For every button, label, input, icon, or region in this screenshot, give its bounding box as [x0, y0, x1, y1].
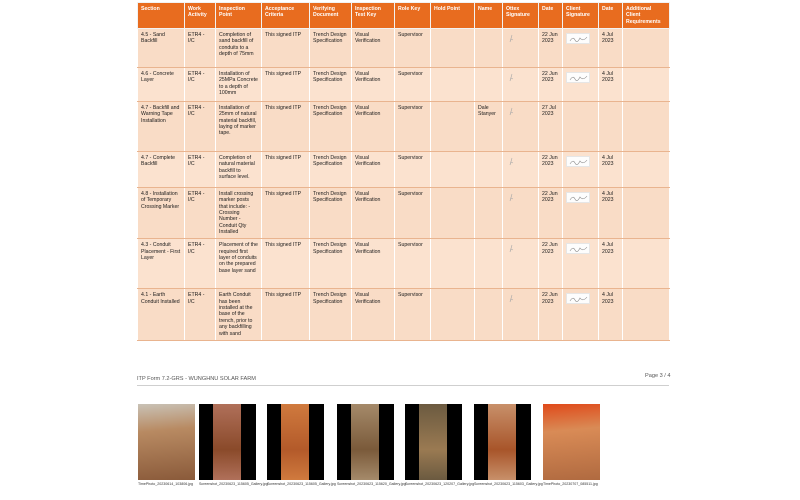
cell-activity: ETR4 - I/C: [185, 29, 216, 68]
table-header-row: [138, 3, 670, 29]
cell-role: Supervisor: [395, 68, 431, 102]
table-row: [138, 289, 670, 340]
photo-caption: Screenshot_20230623_120207_Gallery.jpg: [405, 482, 475, 486]
signature-mark: [506, 107, 516, 117]
column-header: Date: [599, 3, 623, 29]
cell-key: Visual Verification: [352, 188, 395, 239]
cell-date: 22 Jun 2023: [539, 289, 563, 340]
cell-additional: [623, 29, 670, 68]
cell-role: Supervisor: [395, 152, 431, 188]
column-header: Client Signature: [563, 3, 599, 29]
client-signature-image: [566, 293, 590, 304]
cell-criteria: This signed ITP: [262, 102, 310, 152]
cell-client-signature: [563, 239, 599, 289]
column-header: Role Key: [395, 3, 431, 29]
cell-key: Visual Verification: [352, 239, 395, 289]
site-photo[interactable]: [543, 404, 600, 480]
cell-criteria: This signed ITP: [262, 152, 310, 188]
cell-section: 4.8 - Installation of Temporary Crossing Marker: [138, 188, 185, 239]
cell-additional: [623, 188, 670, 239]
photo-content: [213, 404, 241, 480]
photo-caption: Screenshot_20230623_115603_Gallery.jpg: [474, 482, 543, 486]
photo-caption: Screenshot_20230623_115605_Gallery.jpg: [199, 482, 268, 486]
cell-point: Installation of 25MPa Concrete to a depth of 100mm: [216, 68, 262, 102]
site-photo[interactable]: [405, 404, 462, 480]
cell-client-signature: [563, 152, 599, 188]
cell-role: Supervisor: [395, 289, 431, 340]
cell-ottex-signature: [503, 289, 539, 340]
cell-document: Trench Design Specification: [310, 152, 352, 188]
cell-key: Visual Verification: [352, 102, 395, 152]
photo-content: [351, 404, 379, 480]
cell-name: Dale Stanyer: [475, 102, 503, 152]
cell-role: Supervisor: [395, 239, 431, 289]
cell-activity: ETR4 - I/C: [185, 239, 216, 289]
cell-key: Visual Verification: [352, 29, 395, 68]
cell-key: Visual Verification: [352, 68, 395, 102]
signature-mark: [506, 244, 516, 254]
cell-client-date: 4 Jul 2023: [599, 29, 623, 68]
photo-content: [419, 404, 447, 480]
site-photo[interactable]: [199, 404, 256, 480]
photo-caption: TimePhoto_20230707_085511.jpg: [543, 482, 598, 486]
table-row: [138, 239, 670, 289]
cell-criteria: This signed ITP: [262, 188, 310, 239]
table-row: [138, 102, 670, 152]
cell-section: 4.3 - Conduit Placement - First Layer: [138, 239, 185, 289]
cell-document: Trench Design Specification: [310, 29, 352, 68]
cell-role: Supervisor: [395, 29, 431, 68]
table-row: [138, 188, 670, 239]
cell-name: [475, 239, 503, 289]
table-row: [138, 29, 670, 68]
cell-date: 22 Jun 2023: [539, 188, 563, 239]
signature-mark: [506, 193, 516, 203]
table-row: [138, 152, 670, 188]
cell-activity: ETR4 - I/C: [185, 102, 216, 152]
cell-point: Install crossing marker posts that include: -Crossing Number -Conduit Qty Installed: [216, 188, 262, 239]
client-signature-image: [566, 243, 590, 254]
cell-key: Visual Verification: [352, 289, 395, 340]
cell-criteria: This signed ITP: [262, 239, 310, 289]
cell-point: Completion of sand backfill of conduits to a depth of 75mm: [216, 29, 262, 68]
cell-document: Trench Design Specification: [310, 289, 352, 340]
cell-date: 27 Jul 2023: [539, 102, 563, 152]
cell-client-signature: [563, 68, 599, 102]
cell-point: Completion of natural material backfill to surface level.: [216, 152, 262, 188]
column-header: Section: [138, 3, 185, 29]
column-header: Work Activity: [185, 3, 216, 29]
cell-section: 4.6 - Concrete Layer: [138, 68, 185, 102]
column-header: Inspection Test Key: [352, 3, 395, 29]
cell-document: Trench Design Specification: [310, 239, 352, 289]
photo-caption: Screenshot_20230623_115620_Gallery.jpg: [337, 482, 406, 486]
table-row: [138, 68, 670, 102]
page-number: Page 3 / 4: [645, 373, 671, 379]
site-photo[interactable]: [474, 404, 531, 480]
cell-criteria: This signed ITP: [262, 289, 310, 340]
cell-ottex-signature: [503, 68, 539, 102]
cell-ottex-signature: [503, 239, 539, 289]
client-signature-image: [566, 72, 590, 83]
cell-activity: ETR4 - I/C: [185, 152, 216, 188]
cell-section: 4.7 - Complete Backfill: [138, 152, 185, 188]
inspection-table: [137, 2, 670, 341]
cell-client-signature: [563, 188, 599, 239]
cell-client-date: 4 Jul 2023: [599, 152, 623, 188]
signature-mark: [506, 294, 516, 304]
cell-criteria: This signed ITP: [262, 68, 310, 102]
cell-hold: [431, 239, 475, 289]
cell-point: Earth Conduit has been installed at the base of the trench, prior to any backfilling with sand: [216, 289, 262, 340]
cell-document: Trench Design Specification: [310, 68, 352, 102]
cell-name: [475, 188, 503, 239]
cell-additional: [623, 68, 670, 102]
cell-date: 22 Jun 2023: [539, 152, 563, 188]
cell-section: 4.5 - Sand Backfill: [138, 29, 185, 68]
cell-document: Trench Design Specification: [310, 102, 352, 152]
column-header: Inspection Point: [216, 3, 262, 29]
cell-ottex-signature: [503, 152, 539, 188]
cell-additional: [623, 289, 670, 340]
cell-hold: [431, 188, 475, 239]
cell-client-date: 4 Jul 2023: [599, 239, 623, 289]
cell-client-date: 4 Jul 2023: [599, 289, 623, 340]
cell-criteria: This signed ITP: [262, 29, 310, 68]
cell-document: Trench Design Specification: [310, 188, 352, 239]
cell-date: 22 Jun 2023: [539, 68, 563, 102]
column-header: Additional Client Requirements: [623, 3, 670, 29]
cell-hold: [431, 68, 475, 102]
cell-name: [475, 152, 503, 188]
client-signature-image: [566, 192, 590, 203]
cell-activity: ETR4 - I/C: [185, 289, 216, 340]
cell-activity: ETR4 - I/C: [185, 188, 216, 239]
photo-content: [281, 404, 309, 480]
cell-client-date: [599, 102, 623, 152]
photo-caption: Screenshot_20230623_115605_Gallery.jpg: [267, 482, 336, 486]
cell-key: Visual Verification: [352, 152, 395, 188]
site-photo[interactable]: [337, 404, 394, 480]
form-identifier: ITP Form 7.2-GRS - WUNGHNU SOLAR FARM: [137, 376, 256, 382]
cell-hold: [431, 152, 475, 188]
cell-date: 22 Jun 2023: [539, 29, 563, 68]
photo-caption: TimePhoto_20230614_103806.jpg: [138, 482, 194, 486]
cell-ottex-signature: [503, 102, 539, 152]
cell-additional: [623, 102, 670, 152]
cell-name: [475, 68, 503, 102]
column-header: Name: [475, 3, 503, 29]
column-header: Ottex Signature: [503, 3, 539, 29]
cell-role: Supervisor: [395, 188, 431, 239]
cell-hold: [431, 289, 475, 340]
cell-section: 4.7 - Backfill and Warning Tape Installation: [138, 102, 185, 152]
cell-client-signature: [563, 102, 599, 152]
cell-name: [475, 289, 503, 340]
client-signature-image: [566, 33, 590, 44]
cell-hold: [431, 102, 475, 152]
photo-content: [488, 404, 516, 480]
site-photo[interactable]: [138, 404, 195, 480]
cell-additional: [623, 239, 670, 289]
cell-additional: [623, 152, 670, 188]
column-header: Verifying Document: [310, 3, 352, 29]
column-header: Hold Point: [431, 3, 475, 29]
cell-point: Installation of 25mm of natural material backfill, laying of marker tape.: [216, 102, 262, 152]
signature-mark: [506, 73, 516, 83]
cell-client-signature: [563, 29, 599, 68]
column-header: Acceptance Criteria: [262, 3, 310, 29]
cell-hold: [431, 29, 475, 68]
site-photo[interactable]: [267, 404, 324, 480]
cell-client-date: 4 Jul 2023: [599, 188, 623, 239]
cell-role: Supervisor: [395, 102, 431, 152]
signature-mark: [506, 157, 516, 167]
client-signature-image: [566, 156, 590, 167]
footer-divider: [137, 385, 669, 386]
column-header: Date: [539, 3, 563, 29]
signature-mark: [506, 34, 516, 44]
cell-client-date: 4 Jul 2023: [599, 68, 623, 102]
cell-section: 4.1 - Earth Conduit Installed: [138, 289, 185, 340]
cell-client-signature: [563, 289, 599, 340]
cell-point: Placement of the required first layer of conduits on the prepared base layer sand: [216, 239, 262, 289]
cell-name: [475, 29, 503, 68]
cell-date: 22 Jun 2023: [539, 239, 563, 289]
cell-activity: ETR4 - I/C: [185, 68, 216, 102]
cell-ottex-signature: [503, 29, 539, 68]
cell-ottex-signature: [503, 188, 539, 239]
